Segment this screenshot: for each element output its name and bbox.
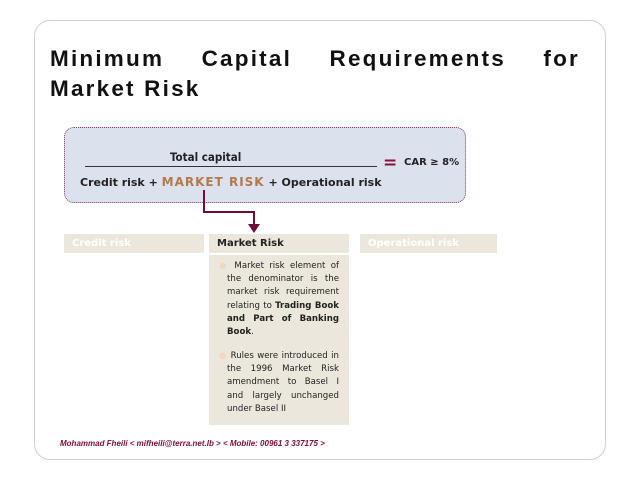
bullet-2-text: Rules were introduced in the 1996 Market Risk amendment to Basel I and largely unchanged under Basel II — [227, 351, 339, 414]
connector-line — [253, 211, 255, 225]
column-header-operational-risk: Operational risk — [360, 234, 497, 253]
bullet-1-end: . — [251, 327, 254, 338]
bullet-item — [219, 350, 339, 416]
car-result: CAR ≥ 8% — [404, 157, 460, 168]
arrow-down-icon — [248, 224, 260, 233]
connector-line — [203, 211, 255, 213]
footer-contact: Mohammad Fheili < mifheili@terra.net.lb > < Mobile: 00961 3 337175 > — [60, 439, 325, 448]
page-title — [50, 44, 580, 104]
formula-denominator — [80, 175, 382, 189]
column-header-market-risk: Market Risk — [209, 234, 349, 253]
denominator-part-2: + Operational risk — [264, 176, 382, 189]
equals-sign: = — [383, 153, 398, 173]
bullet-1-text: Market risk element of the denominator is the market risk requirement relating to — [227, 261, 339, 311]
column-header-credit-risk: Credit risk — [64, 234, 204, 253]
formula-numerator: Total capital — [170, 150, 242, 164]
bullet-item — [219, 260, 339, 339]
denominator-part-1: Credit risk + — [80, 176, 162, 189]
bullet-icon: ● — [219, 261, 235, 271]
bullet-1-bold: Trading Book and Part of Banking Book — [227, 300, 339, 338]
market-risk-highlight: MARKET RISK — [161, 175, 265, 189]
fraction-line — [85, 166, 377, 167]
title-line-2: Market Risk — [50, 76, 201, 101]
title-line-1: Minimum Capital Requirements for — [50, 46, 580, 71]
bullet-icon: ● — [219, 351, 231, 361]
connector-line — [203, 190, 205, 212]
